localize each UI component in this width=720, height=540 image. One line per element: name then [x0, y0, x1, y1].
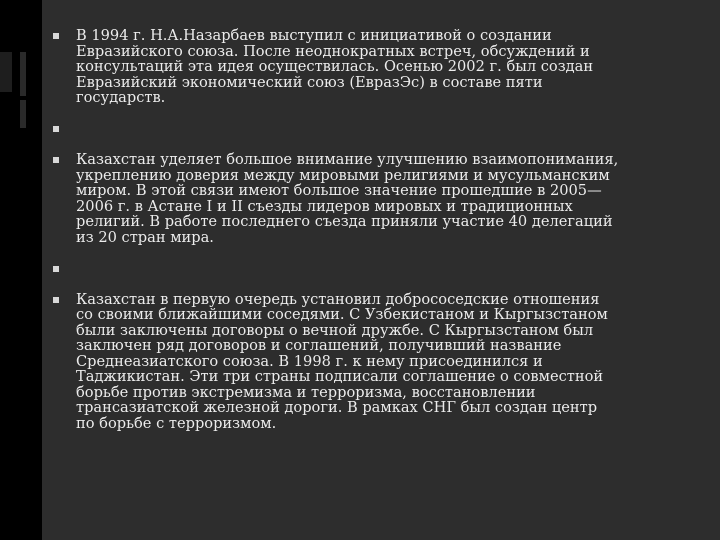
list-item — [52, 292, 692, 432]
list-item — [52, 121, 692, 137]
paragraph-text: В 1994 г. Н.А.Назарбаев выступил с инициативой о создании Евразийского союза. После неоднократных встреч, обсуждений и консультаций эта идея осуществилась. Осенью 2002 г. был создан Евразийский экономический союз (ЕвразЭс) в составе пяти государств. — [76, 27, 594, 106]
decorative-bar — [20, 52, 26, 96]
square-bullet-icon — [52, 28, 76, 44]
square-bullet-icon — [52, 121, 76, 137]
square-bullet-icon — [52, 261, 76, 277]
bullet-list — [52, 28, 692, 431]
decorative-bar — [0, 52, 12, 92]
list-item — [52, 261, 692, 277]
square-bullet-icon — [52, 292, 76, 308]
list-item — [52, 28, 692, 106]
decorative-bar — [20, 100, 26, 128]
paragraph-text: Казахстан в первую очередь установил добрососедские отношения со своими ближайшими соседями. С Узбекистаном и Кыргызстаном были заключены договоры о вечной дружбе. С Кыргызстаном был заключен ряд договоров и соглашений, получивший название Среднеазиатского союза. В 1998 г. к нему присоединился и Таджикистан. Эти три страны подписали соглашение о совместной борьбе против экстремизма и терроризма, восстановлении трансазиатской железной дороги. В рамках СНГ был создан центр по борьбе с терроризмом. — [76, 290, 608, 432]
list-item — [52, 152, 692, 245]
paragraph-text: Казахстан уделяет большое внимание улучшению взаимопонимания, укреплению доверия между мировыми религиями и мусульманским миром. В этой связи имеют большое значение прошедшие в 2005— 2006 г. в Астане I и II съезды лидеров мировых и традиционных религий. В работе последнего съезда приняли участие 40 делегаций из 20 стран мира. — [76, 151, 619, 246]
square-bullet-icon — [52, 152, 76, 168]
